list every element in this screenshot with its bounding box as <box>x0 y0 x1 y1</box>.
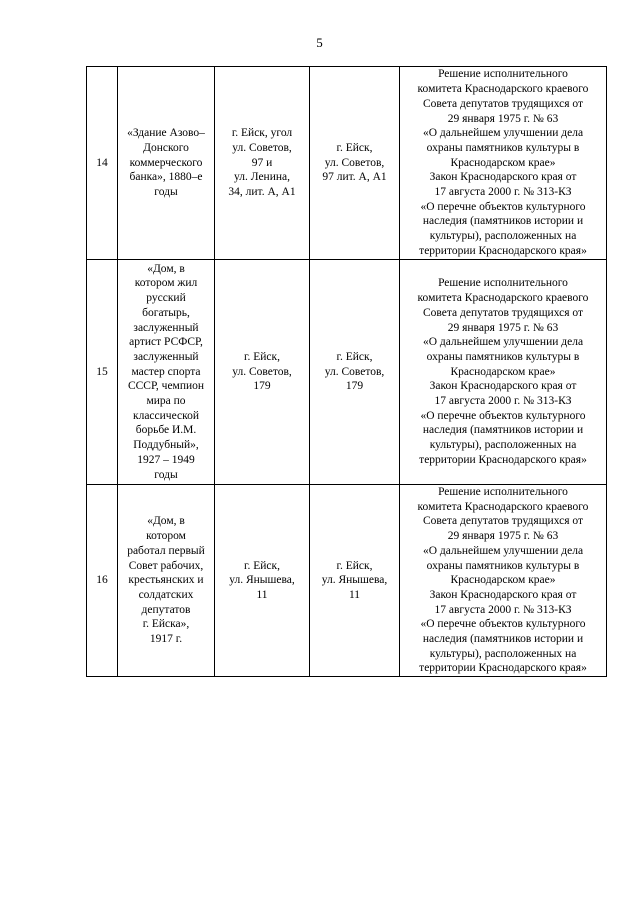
text-line: заслуженный <box>133 321 199 334</box>
text-line: 29 января 1975 г. № 63 <box>447 321 559 334</box>
text-line: 11 <box>256 588 268 601</box>
text-line: Закон Краснодарского края от <box>429 171 577 184</box>
text-line: «О дальнейшем улучшении дела <box>422 127 584 140</box>
cell-documents <box>400 485 607 677</box>
table-row <box>87 67 607 260</box>
text-line: г. Ейска», <box>142 618 190 631</box>
cell-documents <box>400 67 607 260</box>
cell-address-registered <box>310 485 400 677</box>
text-line: 97 и <box>251 156 273 169</box>
text-line: Решение исполнительного <box>438 486 568 498</box>
text-line: 34, лит. А, А1 <box>228 186 296 199</box>
text-line: «О дальнейшем улучшении дела <box>422 336 584 349</box>
text-line: Донского <box>143 141 189 154</box>
text-line: «О перечне объектов культурного <box>420 200 586 213</box>
text-line: 17 августа 2000 г. № 313-КЗ <box>434 186 572 199</box>
text-line: 29 января 1975 г. № 63 <box>447 530 559 543</box>
text-line: г. Ейск, <box>336 141 373 154</box>
text-line: котором жил <box>134 277 198 290</box>
text-line: комитета Краснодарского краевого <box>417 292 589 305</box>
text-line: «Дом, в <box>147 515 185 528</box>
text-line: комитета Краснодарского краевого <box>417 500 589 513</box>
text-line: охраны памятников культуры в <box>426 559 580 572</box>
text-line: Решение исполнительного <box>438 277 568 290</box>
text-line: мира по <box>146 395 186 408</box>
cell-object-name <box>118 485 215 677</box>
text-line: ул. Советов, <box>324 156 385 169</box>
text-line: г. Ейск, угол <box>231 127 293 140</box>
text-line: классической <box>133 409 199 422</box>
text-line: Совета депутатов трудящихся от <box>422 306 584 319</box>
text-line: наследия (памятников истории и <box>422 215 584 228</box>
text-line: 179 <box>345 380 364 393</box>
text-line: солдатских <box>138 588 194 601</box>
table-row <box>87 260 607 485</box>
text-line: г. Ейск, <box>244 350 280 363</box>
text-line: культуры), расположенных на <box>429 647 577 660</box>
text-line: русский <box>146 292 186 305</box>
cell-address-registered <box>310 260 400 485</box>
text-line: «Дом, в <box>147 262 185 275</box>
text-line: 11 <box>348 588 361 601</box>
cell-documents <box>400 260 607 485</box>
text-line: ул. Янышева, <box>321 574 388 587</box>
text-line: годы <box>154 468 178 481</box>
text-line: 29 января 1975 г. № 63 <box>447 112 559 125</box>
text-line: ул. Советов, <box>232 365 292 378</box>
cell-address-current <box>215 485 310 677</box>
text-line: комитета Краснодарского краевого <box>417 83 589 96</box>
text-line: ул. Ленина, <box>233 171 290 184</box>
text-line: «О дальнейшем улучшении дела <box>422 544 584 557</box>
text-line: охраны памятников культуры в <box>426 141 580 154</box>
text-line: депутатов <box>141 603 191 616</box>
text-line: Краснодарском крае» <box>450 365 556 378</box>
text-line: охраны памятников культуры в <box>426 350 580 363</box>
text-line: ул. Янышева, <box>229 574 295 587</box>
text-line: Решение исполнительного <box>438 68 568 81</box>
text-line: ул. Советов, <box>324 365 385 378</box>
cell-number: 15 <box>87 260 118 485</box>
text-line: мастер спорта <box>131 365 201 378</box>
text-line: Совет рабочих, <box>128 559 204 572</box>
text-line: Поддубный», <box>133 439 199 452</box>
table-row <box>87 485 607 677</box>
text-line: 1917 г. <box>149 633 183 646</box>
cell-address-registered <box>310 67 400 260</box>
text-line: 1927 – 1949 <box>137 453 195 466</box>
text-line: работал первый <box>127 544 205 557</box>
text-line: наследия (памятников истории и <box>422 424 584 437</box>
text-line: ул. Советов, <box>232 141 292 154</box>
text-line: Закон Краснодарского края от <box>429 588 577 601</box>
text-line: «О перечне объектов культурного <box>420 409 586 422</box>
text-line: Краснодарском крае» <box>450 156 556 169</box>
cell-number: 14 <box>87 67 118 260</box>
text-line: Краснодарском крае» <box>450 574 556 587</box>
text-line: заслуженный <box>133 350 199 363</box>
text-line: 179 <box>253 380 271 393</box>
cell-address-current <box>215 260 310 485</box>
text-line: г. Ейск, <box>244 559 280 572</box>
text-line: годы <box>154 186 178 199</box>
text-line: территории Краснодарского края» <box>419 662 587 675</box>
text-line: коммерческого <box>129 156 203 169</box>
text-line: крестьянских и <box>128 574 204 587</box>
text-line: культуры), расположенных на <box>429 439 577 452</box>
text-line: 17 августа 2000 г. № 313-КЗ <box>434 395 572 408</box>
cell-number: 16 <box>87 485 118 677</box>
text-line: борьбе И.М. <box>135 424 197 437</box>
text-line: «Здание Азово– <box>127 127 205 140</box>
text-line: банка», 1880–е <box>129 171 203 184</box>
text-line: богатырь, <box>142 306 190 319</box>
cell-object-name <box>118 67 215 260</box>
text-line: «О перечне объектов культурного <box>420 618 586 631</box>
text-line: артист РСФСР, <box>129 336 203 349</box>
page-number: 5 <box>316 35 323 50</box>
text-line: наследия (памятников истории и <box>422 633 584 646</box>
text-line: г. Ейск, <box>336 350 373 363</box>
text-line: 17 августа 2000 г. № 313-КЗ <box>434 603 572 616</box>
text-line: 97 лит. А, А1 <box>322 171 387 184</box>
text-line: культуры), расположенных на <box>429 230 577 243</box>
heritage-registry-table <box>86 66 607 677</box>
text-line: территории Краснодарского края» <box>419 244 587 257</box>
cell-object-name <box>118 260 215 485</box>
text-line: котором <box>146 530 186 543</box>
table-body <box>87 67 607 677</box>
text-line: территории Краснодарского края» <box>419 453 587 466</box>
cell-address-current <box>215 67 310 260</box>
text-line: Совета депутатов трудящихся от <box>422 97 584 110</box>
text-line: Совета депутатов трудящихся от <box>422 515 584 528</box>
text-line: г. Ейск, <box>336 559 373 572</box>
text-line: СССР, чемпион <box>127 380 205 393</box>
text-line: Закон Краснодарского края от <box>429 380 577 393</box>
